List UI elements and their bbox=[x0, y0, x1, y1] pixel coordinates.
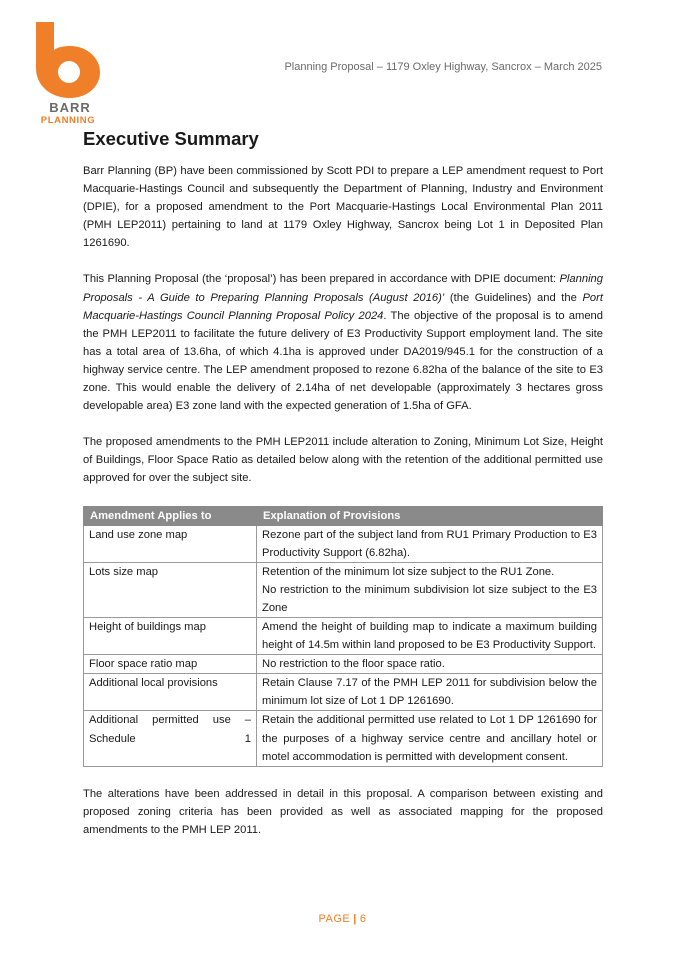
table-row bbox=[84, 674, 603, 711]
cell-applies: Land use zone map bbox=[84, 525, 257, 562]
paragraph-objective-text-3: . The objective of the proposal is to amend the PMH LEP2011 to facilitate the future delivery of E3 Productivity Support employment land. The site has a total area of 13.6ha, of which 4.1ha is approved under DA2019/945.1 for the construction of a highway service centre. The LEP amendment proposed to rezone 6.82ha of the balance of the site to E3 zone. This would enable the delivery of 2.14ha of net developable (approximately 3 hectares gross developable area) E3 zone land with the expected generation of 1.5ha of GFA. bbox=[83, 309, 603, 413]
explanation-line: No restriction to the floor space ratio. bbox=[262, 658, 445, 671]
logo-brand-name: BARR bbox=[49, 100, 91, 115]
page-separator: | bbox=[353, 913, 357, 925]
cell-applies: Lots size map bbox=[84, 562, 257, 617]
explanation-line: Retain Clause 7.17 of the PMH LEP 2011 for subdivision below the minimum lot size of Lot 1 DP 1261690. bbox=[262, 677, 597, 708]
cell-explanation bbox=[257, 525, 603, 562]
paragraph-intro: Barr Planning (BP) have been commissioned by Scott PDI to prepare a LEP amendment request to Port Macquarie-Hastings Council and subsequently the Department of Planning, Industry and Environment (DPIE), for a proposed amendment to the Port Macquarie-Hastings Local Environmental Plan 2011 (PMH LEP2011) pertaining to land at 1179 Oxley Highway, Sancrox being Lot 1 in Deposited Plan 1261690. bbox=[83, 165, 603, 250]
barr-planning-logo bbox=[34, 20, 102, 126]
explanation-line: Rezone part of the subject land from RU1 Primary Production to E3 Productivity Support (6.82ha). bbox=[262, 528, 597, 559]
table-body bbox=[84, 525, 603, 766]
paragraph-objective bbox=[83, 270, 603, 415]
table-row bbox=[84, 655, 603, 674]
page-number: 6 bbox=[359, 913, 367, 925]
cell-applies: Additional permitted use – Schedule 1 bbox=[84, 711, 257, 766]
table-header-row bbox=[84, 506, 603, 525]
page-title: Executive Summary bbox=[83, 128, 259, 149]
table-row bbox=[84, 525, 603, 562]
table-row bbox=[84, 711, 603, 766]
explanation-line: No restriction to the minimum subdivision lot size subject to the E3 Zone bbox=[262, 583, 597, 614]
paragraph-amendments: The proposed amendments to the PMH LEP2011 include alteration to Zoning, Minimum Lot Size, Height of Buildings, Floor Space Ratio as detailed below along with the retention of the additional permitted use approved for over the subject site. bbox=[83, 436, 603, 485]
explanation-line: Retention of the minimum lot size subject to the RU1 Zone. bbox=[262, 565, 555, 578]
cell-applies: Height of buildings map bbox=[84, 617, 257, 654]
explanation-line: Retain the additional permitted use related to Lot 1 DP 1261690 for the purposes of a highway service centre and ancillary hotel or motel accommodation is permitted with development consent. bbox=[262, 714, 597, 763]
cell-explanation bbox=[257, 674, 603, 711]
cell-applies: Additional local provisions bbox=[84, 674, 257, 711]
explanation-line: Amend the height of building map to indicate a maximum building height of 14.5m within land proposed to be E3 Productivity Support. bbox=[262, 620, 597, 652]
column-header-explanation: Explanation of Provisions bbox=[257, 506, 603, 525]
main-content bbox=[83, 128, 603, 857]
paragraph-objective-text-1: This Planning Proposal (the ‘proposal’) has been prepared in accordance with DPIE document: bbox=[83, 273, 560, 286]
logo-brand-sub: PLANNING bbox=[40, 115, 96, 126]
cell-applies: Floor space ratio map bbox=[84, 655, 257, 674]
table-row bbox=[84, 562, 603, 617]
paragraph-conclusion: The alterations have been addressed in detail in this proposal. A comparison between existing and proposed zoning criteria has been provided as well as associated mapping for the proposed amendments to the PMH LEP 2011. bbox=[83, 787, 603, 836]
barr-b-mark-icon bbox=[34, 20, 102, 100]
cell-explanation bbox=[257, 562, 603, 617]
running-header: Planning Proposal – 1179 Oxley Highway, Sancrox – March 2025 bbox=[284, 61, 602, 73]
policy-title: Port Macquarie-Hastings Council Planning Proposal Policy 2024 bbox=[83, 291, 603, 322]
cell-explanation bbox=[257, 711, 603, 766]
cell-explanation bbox=[257, 655, 603, 674]
cell-explanation bbox=[257, 617, 603, 654]
guidelines-title: Planning Proposals - A Guide to Preparing Planning Proposals (August 2016)’ bbox=[83, 273, 603, 304]
column-header-applies: Amendment Applies to bbox=[84, 506, 257, 525]
page-footer bbox=[0, 913, 685, 925]
table-row bbox=[84, 617, 603, 654]
page-label: PAGE bbox=[318, 913, 351, 925]
paragraph-objective-text-2: (the Guidelines) and the bbox=[444, 291, 583, 304]
amendments-table bbox=[83, 506, 603, 767]
